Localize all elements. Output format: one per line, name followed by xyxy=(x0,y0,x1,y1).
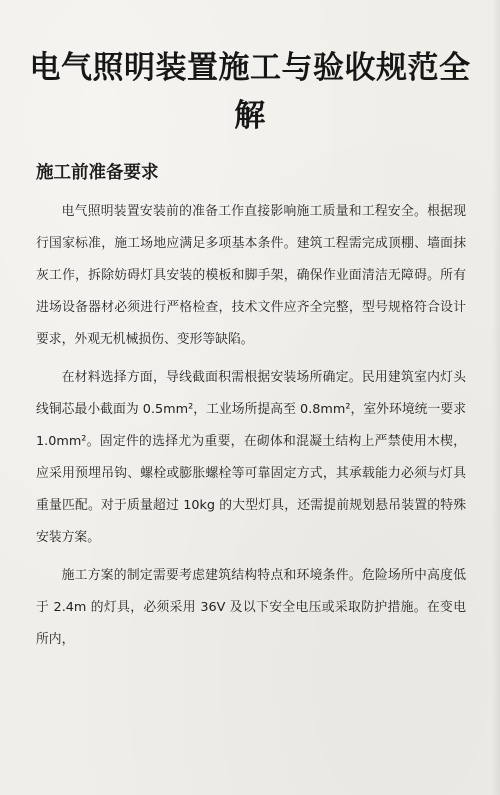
paragraph-materials: 在材料选择方面，导线截面积需根据安装场所确定。民用建筑室内灯头线铜芯最小截面为 0.5mm²，工业场所提高至 0.8mm²，室外环境统一要求 1.0mm²。固定件的选择尤为重要，在砌体和混凝土结构上严禁使用木楔，应采用预埋吊钩、螺栓或膨胀螺栓等可靠固定方式，其承载能力必须与灯具重量匹配。对于质量超过 10kg 的大型灯具，还需提前规划悬吊装置的特殊安装方案。 xyxy=(36,370,466,545)
paragraph-construction-plan: 施工方案的制定需要考虑建筑结构特点和环境条件。危险场所中高度低于 2.4m 的灯具，必须采用 36V 及以下安全电压或采取防护措施。在变电所内， xyxy=(36,568,466,647)
section-body xyxy=(36,196,466,662)
paragraph-preparation: 电气照明装置安装前的准备工作直接影响施工质量和工程安全。根据现行国家标准，施工场地应满足多项基本条件。建筑工程需完成顶棚、墙面抹灰工作，拆除妨碍灯具安装的模板和脚手架，确保作业面清洁无障碍。所有进场设备器材必须进行严格检查，技术文件应齐全完整，型号规格符合设计要求，外观无机械损伤、变形等缺陷。 xyxy=(36,204,466,347)
section-heading: 施工前准备要求 xyxy=(36,163,159,183)
page-edge-shadow xyxy=(492,0,500,795)
document-title: 电气照明装置施工与验收规范全解 xyxy=(29,50,471,134)
